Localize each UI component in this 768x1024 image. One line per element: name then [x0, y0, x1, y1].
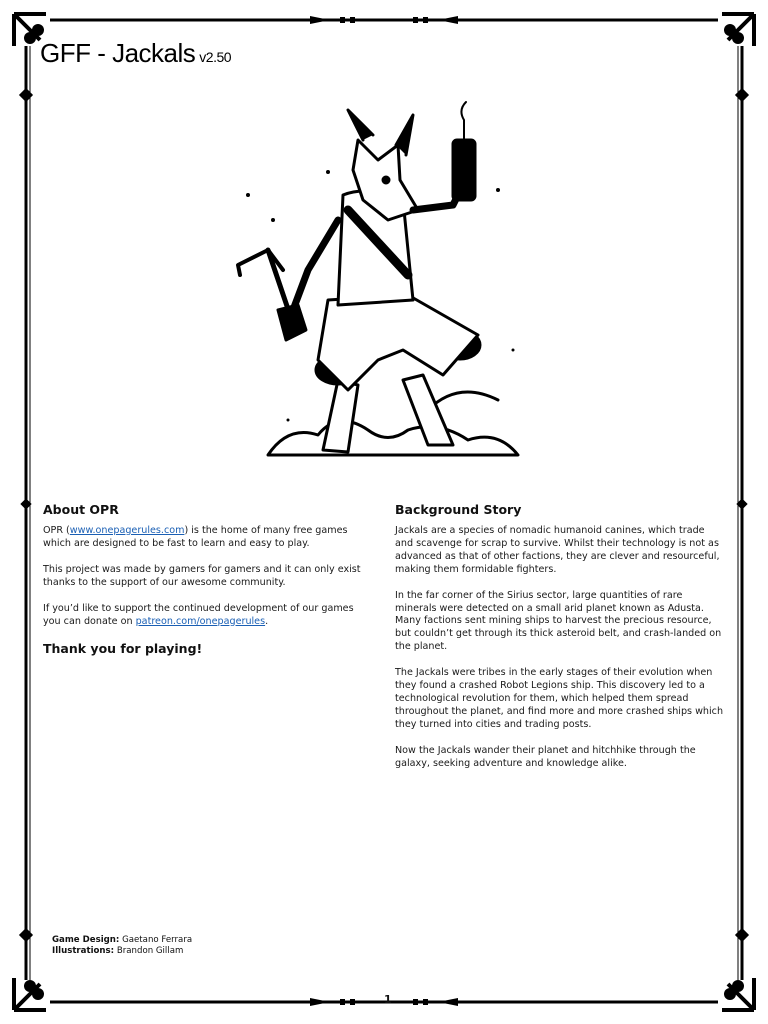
about-paragraph-2: This project was made by gamers for gamers and it can only exist thanks to the support of our awesome community. [43, 563, 361, 588]
background-paragraph: Jackals are a species of nomadic humanoid canines, which trade and scavenge for scrap to survive. Whilst their technology is not as advanced as that of other factions, they are clever and resourceful, making them formidable fighters. [395, 525, 720, 575]
thanks-heading: Thank you for playing! [43, 641, 203, 657]
about-section [43, 502, 368, 656]
background-paragraph: In the far corner of the Sirius sector, large quantities of rare minerals were detected on a small arid planet known as Adusta. Many factions sent mining ships to harvest the precious resource, but couldn’t get through its thick asteroid belt, and crash-landed on the planet. [395, 589, 722, 653]
title-version: v2.50 [199, 49, 232, 65]
jackal-warrior-illustration-icon [228, 100, 538, 470]
page-number: 1 [384, 993, 392, 1006]
page-title [40, 38, 231, 69]
credit-illustrations: Illustrations: Brandon Gillam [52, 946, 184, 956]
background-paragraph: The Jackals were tribes in the early stages of their evolution when they found a crashed Robot Legions ship. This discovery led to a technological revolution for them, which helped them spread throughout the planet, and find more and more crashed ships which they turned into cities and trading posts. [395, 667, 724, 730]
background-paragraph: Now the Jackals wander their planet and hitchhike through the galaxy, seeking adventure and knowledge alike. [395, 744, 696, 769]
credits [52, 935, 192, 957]
onepagerules-link[interactable]: www.onepagerules.com [69, 525, 185, 536]
credit-design: Game Design: Gaetano Ferrara [52, 935, 193, 945]
background-heading: Background Story [395, 502, 522, 517]
about-heading: About OPR [43, 502, 119, 517]
background-section [395, 502, 725, 784]
about-paragraph-3: If you’d like to support the continued development of our games you can donate on patreon.com/onepagerules. [43, 602, 354, 627]
about-paragraph-1: OPR (www.onepagerules.com) is the home of many free games which are designed to be fast to learn and easy to play. [43, 525, 348, 549]
title-main: GFF - Jackals [40, 38, 196, 68]
patreon-link[interactable]: patreon.com/onepagerules [135, 615, 266, 627]
